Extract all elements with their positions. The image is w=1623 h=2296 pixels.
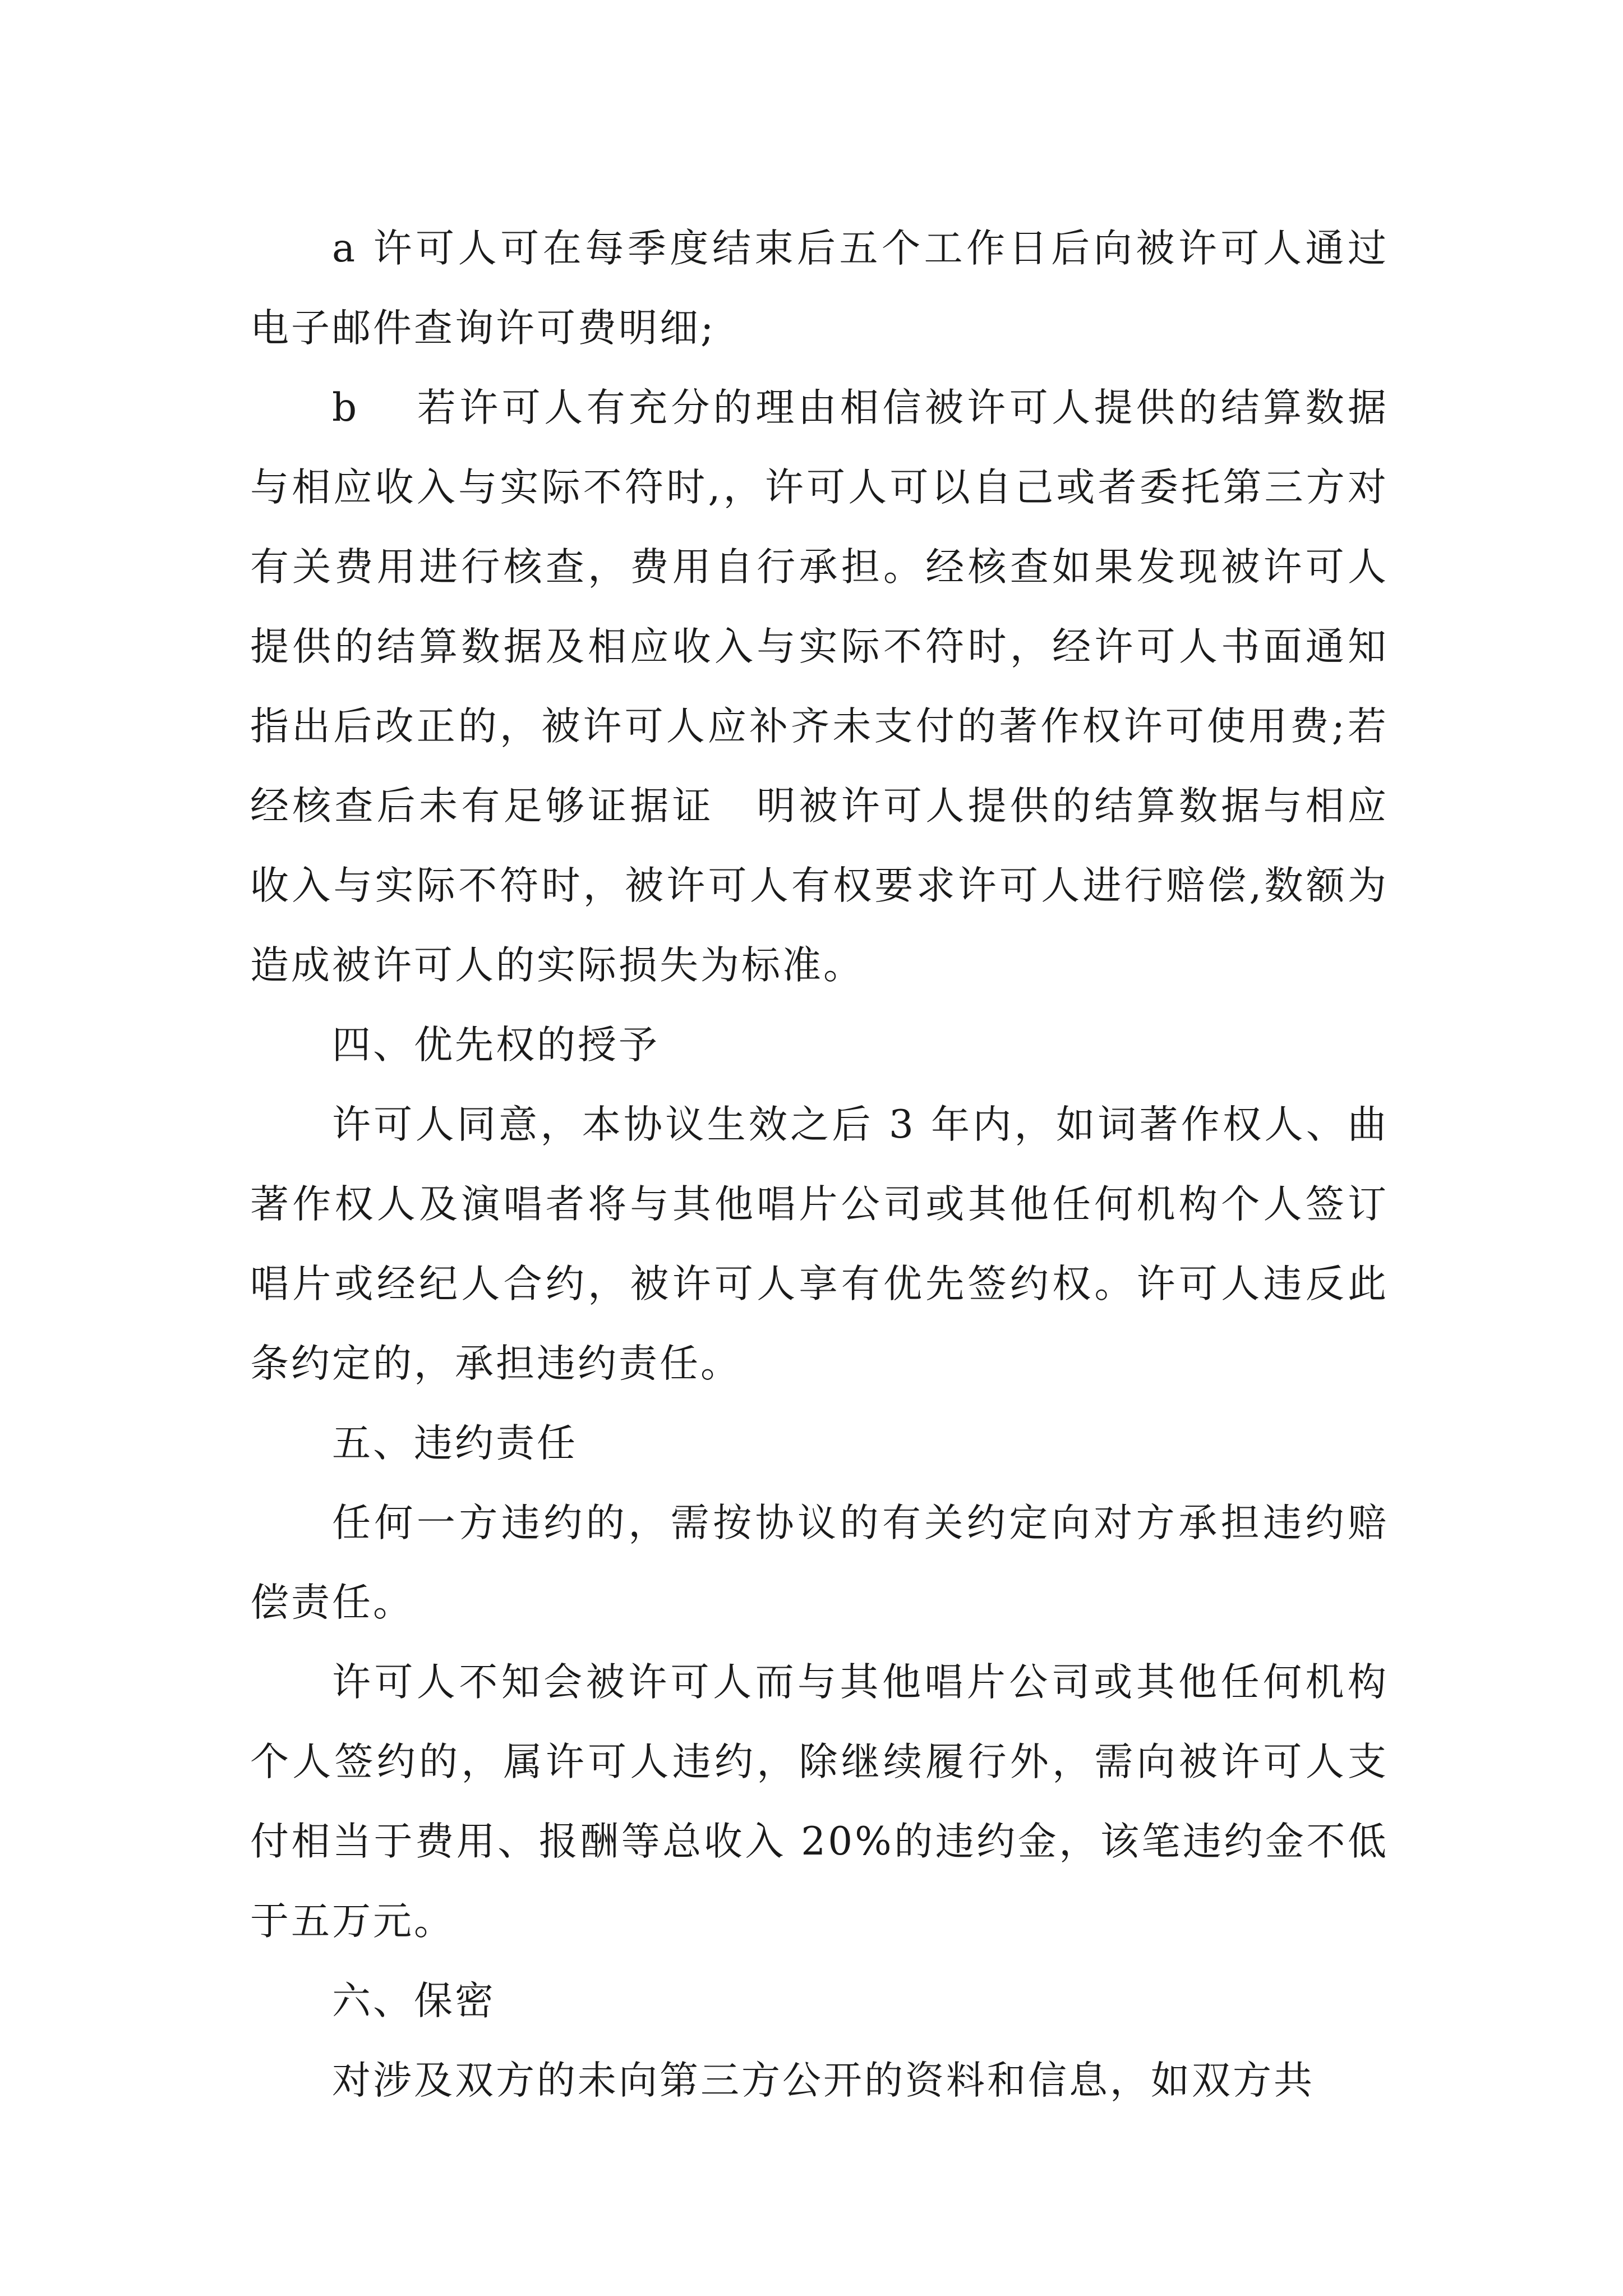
section-4-paragraph: 许可人同意，本协议生效之后 3 年内，如词著作权人、曲著作权人及演唱者将与其他唱片公司或其他任何机构个人签订唱片或经纪人合约，被许可人享有优先签约权。许可人违反此条约定的，承担违约责任。 <box>250 1102 1389 1386</box>
document-body <box>250 209 1389 2120</box>
section-5-paragraph-1: 任何一方违约的，需按协议的有关约定向对方承担违约赔偿责任。 <box>250 1501 1389 1625</box>
section-6-paragraph: 对涉及双方的未向第三方公开的资料和信息，如双方共 <box>332 2058 1315 2103</box>
clause-b-paragraph: b 若许可人有充分的理由相信被许可人提供的结算数据与相应收入与实际不符时,，许可人可以自己或者委托第三方对有关费用进行核查，费用自行承担。经核查如果发现被许可人提供的结算数据及相应收入与实际不符时，经许可人书面通知指出后改正的，被许可人应补齐未支付的著作权许可使用费;若经核查后未有足够证据证 明被许可人提供的结算数据与相应收入与实际不符时，被许可人有权要求许可人进行赔偿,数额为造成被许可人的实际损失为标准。 <box>250 385 1389 988</box>
section-5-heading: 五、违约责任 <box>332 1421 578 1466</box>
section-4-heading: 四、优先权的授予 <box>332 1023 660 1068</box>
section-5-paragraph-2: 许可人不知会被许可人而与其他唱片公司或其他任何机构个人签约的，属许可人违约，除继续履行外，需向被许可人支付相当于费用、报酬等总收入 20%的违约金，该笔违约金不低于五万元。 <box>250 1660 1389 1944</box>
clause-a-paragraph: a 许可人可在每季度结束后五个工作日后向被许可人通过电子邮件查询许可费明细; <box>250 226 1389 351</box>
section-6-heading: 六、保密 <box>332 1978 496 2023</box>
